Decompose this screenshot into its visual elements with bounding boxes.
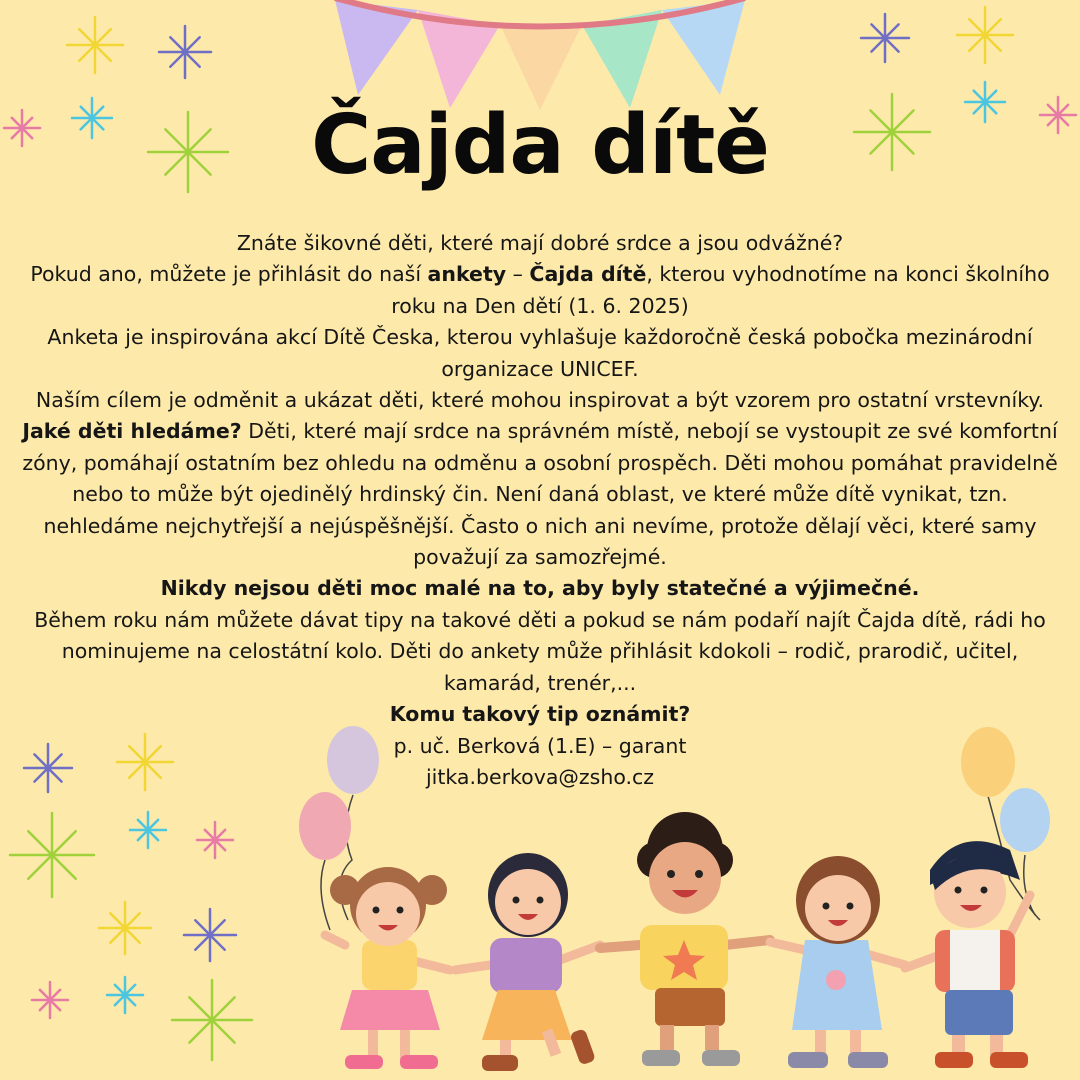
child-5 — [905, 841, 1030, 1068]
contact-person: p. uč. Berková (1.E) – garant — [393, 733, 687, 758]
sparkle-star-icon — [107, 977, 143, 1013]
slogan: Nikdy nejsou děti moc malé na to, aby byly statečné a výjimečné. — [160, 576, 920, 601]
sparkle-star-icon — [67, 17, 123, 73]
children-holding-hands-icon — [325, 812, 1030, 1071]
sparkle-star-icon — [10, 813, 94, 897]
inspiration-text: Anketa je inspirována akcí Dítě Česka, kterou vyhlašuje každoročně česká pobočka mezinárodní organizace UNICEF. — [47, 325, 1033, 381]
balloon-icon — [1000, 788, 1050, 852]
child-1 — [325, 867, 450, 1069]
criteria-text: Jaké děti hledáme? Děti, které mají srdce na správném místě, nebojí se vystoupit ze své komfortní zóny, pomáhají ostatním bez ohledu na odměnu a osobní prospěch. Děti mohou pomáhat pravidelně nebo to může být ojedinělý hrdinský čin. Není daná oblast, ve které může dítě vynikat, tzn. nehledáme nejchytřejší a nejúspěšnější. Často o nich ani nevíme, protože dělají věci, které samy považují za samozřejmé. — [22, 419, 1058, 570]
goal-text: Naším cílem je odměnit a ukázat děti, které mohou inspirovat a být vzorem pro ostatní vrstevníky. — [35, 388, 1045, 413]
sparkle-star-icon — [130, 812, 166, 848]
intro-question: Znáte šikovné děti, které mají dobré srdce a jsou odvážné? — [236, 231, 844, 255]
balloon-icon — [299, 792, 351, 860]
page-title: Čajda dítě — [311, 98, 769, 193]
nomination-text: Během roku nám můžete dávat tipy na takové děti a pokud se nám podaří najít Čajda dítě, rádi ho nominujeme na celostátní kolo. Děti do ankety může přihlásit kdokoli – rodič, prarodič, učitel, kamarád, trenér,... — [34, 607, 1046, 695]
sparkle-star-icon — [184, 909, 236, 961]
sparkle-star-icon — [32, 982, 68, 1018]
sparkle-star-icon — [172, 980, 252, 1060]
bunting-banner — [335, 0, 745, 110]
intro-signup: Pokud ano, můžete je přihlásit do naší ankety – Čajda dítě, kterou vyhodnotíme na konci školního roku na Den dětí (1. 6. 2025) — [30, 262, 1050, 318]
sparkle-star-icon — [99, 902, 151, 954]
body-text — [22, 228, 1058, 793]
sparkle-star-icon — [159, 26, 211, 78]
child-2 — [455, 853, 600, 1071]
contact-heading: Komu takový tip oznámit? — [389, 702, 691, 727]
sparkle-star-icon — [957, 7, 1013, 63]
sparkle-star-icon — [197, 822, 233, 858]
child-3 — [600, 812, 770, 1066]
sparkle-star-icon — [861, 14, 909, 62]
child-4 — [770, 856, 905, 1068]
contact-email[interactable]: jitka.berkova@zsho.cz — [425, 764, 655, 789]
